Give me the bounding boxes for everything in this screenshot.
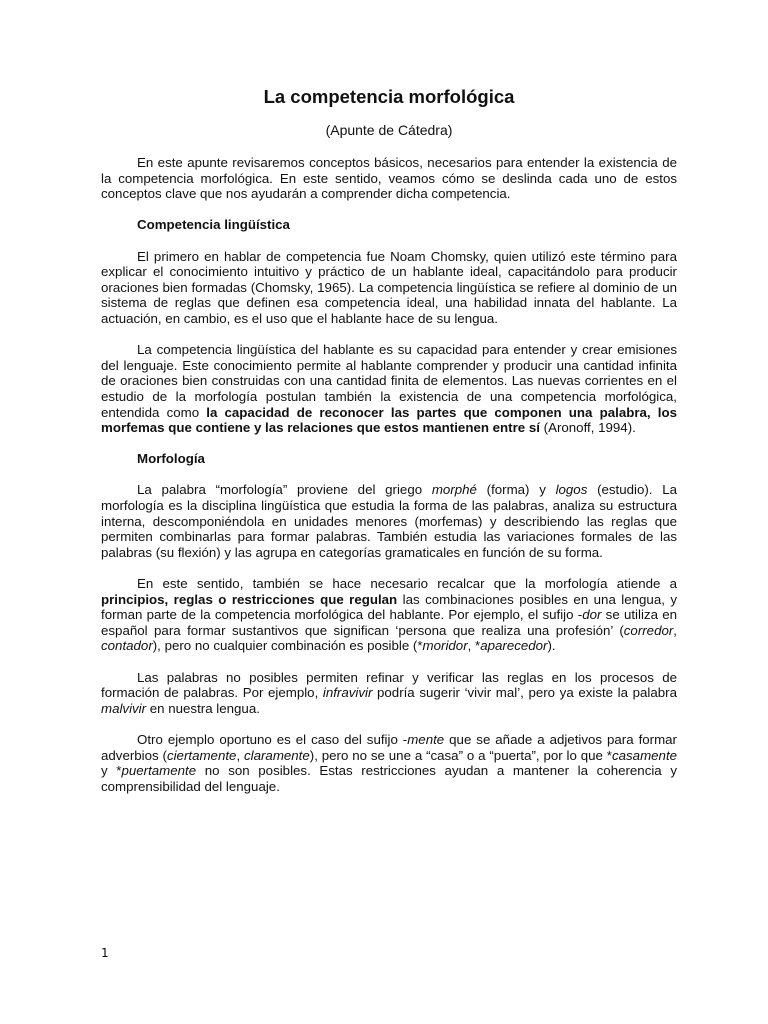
paragraph-restricciones (101, 576, 677, 654)
document-title: La competencia morfológica (263, 86, 515, 107)
text-run: ), pero no se une a “casa” o a “puerta”, por lo que * (309, 747, 612, 763)
text-run: (forma) y (476, 482, 556, 498)
paragraph-morfologia-definicion (101, 482, 677, 560)
paragraph-text: El primero en hablar de competencia fue Noam Chomsky, quien utilizó este término para explicar el conocimiento intuitivo y práctico de un hablante ideal, capacitándolo para producir oraciones bien formadas (Chomsky, 1965). La competencia lingüística se refiere al dominio de un sistema de reglas que definen esa competencia ideal, una habilidad innata del hablante. La actuación, en cambio, es el uso que el hablante hace de su lengua. (101, 248, 677, 326)
page-number: 1 (101, 946, 109, 960)
paragraph-sufijo-mente (101, 732, 677, 794)
italic-term: mente (407, 731, 445, 747)
italic-term: claramente (244, 747, 310, 763)
text-run: en nuestra lengua. (146, 700, 260, 716)
text-run: Otro ejemplo oportuno es el caso del sufijo - (137, 731, 408, 747)
text-run: que se añade a adjetivos para formar adverbios ( (101, 731, 677, 763)
italic-term: ciertamente (166, 747, 237, 763)
document-body (101, 155, 677, 810)
italic-term: puertamente (121, 763, 197, 779)
text-run: , (236, 747, 244, 763)
text-run: se utiliza en español para formar sustantivos que significan ‘persona que realiza una profesión’ ( (101, 607, 678, 638)
bold-phrase: principios, reglas o restricciones que regulan (101, 591, 398, 607)
text-run: , * (467, 638, 481, 654)
paragraph-chomsky (101, 249, 677, 327)
italic-term: casamente (611, 747, 678, 763)
bold-definition: la capacidad de reconocer las partes que componen una palabra, los morfemas que contiene y las relaciones que estos mantienen entre sí (101, 404, 677, 436)
text-run: , (673, 622, 677, 638)
italic-term: infravivir (322, 685, 373, 701)
text-run: La competencia lingüística del hablante es su capacidad para entender y crear emisiones del lenguaje. Este conocimiento permite al hablante comprender y producir una cantidad infinita de oraciones bien construidas con una cantidad finita de elementos. Las nuevas corrientes en el estudio de la morfología postulan también la existencia de una competencia morfológica, entendida como (101, 342, 677, 420)
text-run: las combinaciones posibles en una lengua, y forman parte de la competencia morfológica del hablante. Por ejemplo, el sufijo - (101, 591, 677, 623)
section-heading-competencia: Competencia lingüística (137, 217, 290, 233)
text-run: En este sentido, también se hace necesario recalcar que la morfología atiende a (137, 576, 677, 592)
italic-term: dor (582, 607, 602, 623)
document-page (101, 0, 677, 1024)
text-run: podría sugerir ‘vivir mal’, pero ya existe la palabra (372, 685, 678, 701)
paragraph-competencia-morfologica (101, 342, 677, 436)
text-run: no son posibles. Estas restricciones ayudan a mantener la coherencia y comprensibilidad del lenguaje. (101, 763, 677, 794)
italic-term: contador (101, 638, 153, 654)
text-run: ), pero no cualquier combinación es posible (* (152, 638, 423, 654)
text-run: y * (101, 763, 122, 779)
paragraph-palabras-no-posibles (101, 670, 677, 717)
text-run: ). (547, 638, 556, 654)
italic-term: logos (555, 482, 588, 498)
text-run: (estudio). La morfología es la disciplina lingüística que estudia la forma de las palabras, analiza su estructura interna, descomponiéndola en unidades menores (morfemas) y describiendo las reglas que permiten combinarlas para formar palabras. También estudia las variaciones formales de las palabras (su flexión) y las agrupa en categorías gramaticales en función de su forma. (101, 482, 678, 560)
document-subtitle: (Apunte de Cátedra) (325, 122, 453, 138)
italic-term: moridor (422, 638, 468, 654)
paragraph-intro (101, 155, 677, 202)
text-run: (Aronoff, 1994). (539, 420, 636, 436)
italic-term: malvivir (101, 700, 147, 716)
italic-term: corredor (623, 622, 674, 638)
italic-term: aparecedor (480, 638, 548, 654)
text-run: Las palabras no posibles permiten refinar y verificar las reglas en los procesos de formación de palabras. Por ejemplo, (101, 669, 677, 701)
paragraph-text: En este apunte revisaremos conceptos básicos, necesarios para entender la existencia de la competencia morfológica. En este sentido, veamos cómo se deslinda cada uno de estos conceptos clave que nos ayudarán a comprender dicha competencia. (101, 155, 677, 202)
text-run: La palabra “morfología” proviene del griego (137, 482, 432, 498)
section-heading-morfologia: Morfología (137, 451, 205, 467)
italic-term: morphé (431, 482, 477, 498)
